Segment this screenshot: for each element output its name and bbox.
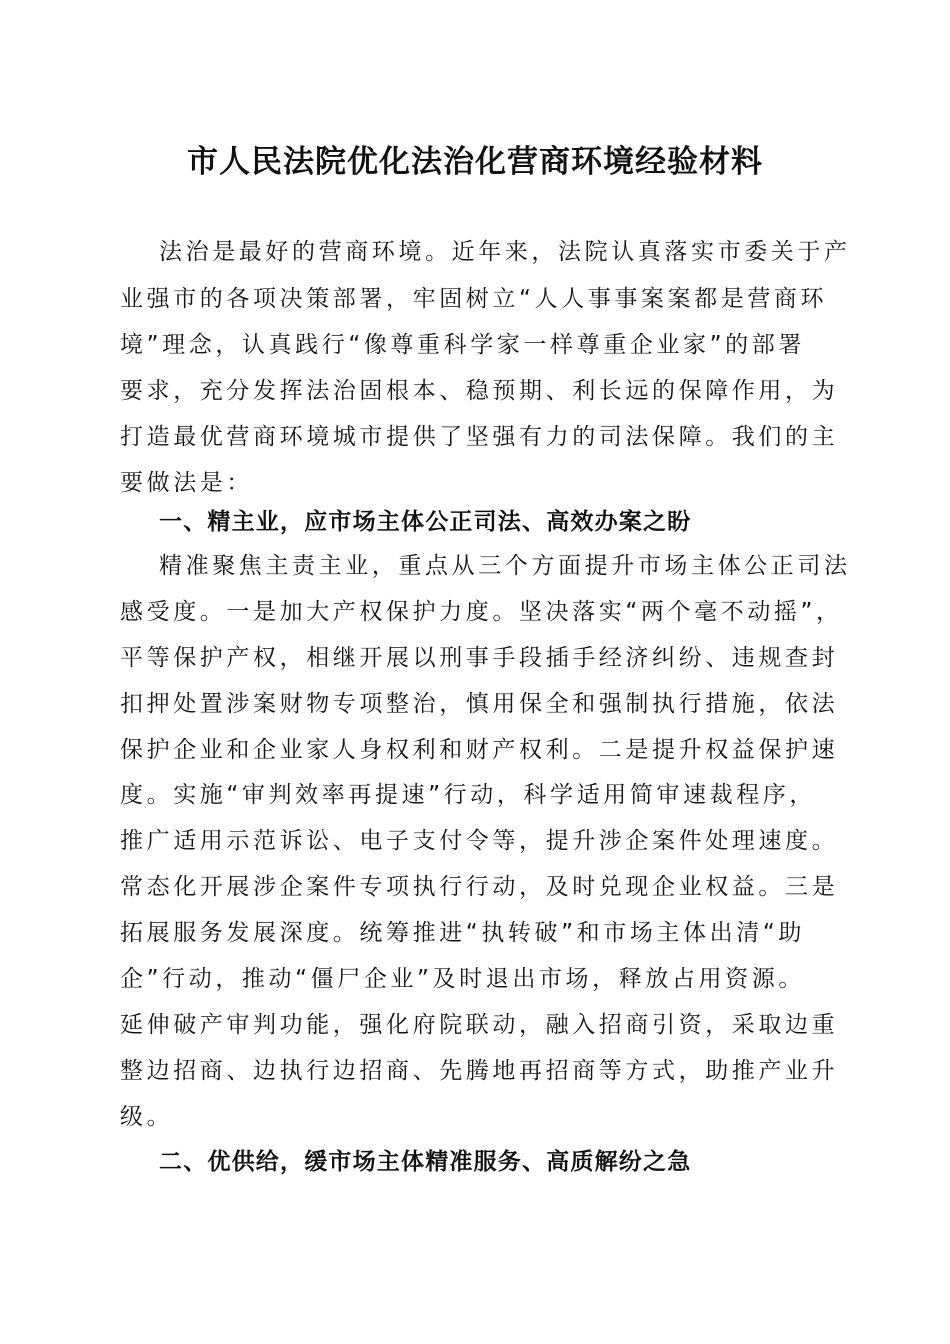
section-1-line-6: 度。实施“审判效率再提速”行动，科学适用简审速裁程序，: [120, 782, 817, 808]
section-1-line-8: 常态化开展涉企案件专项执行行动，及时兑现企业权益。三是: [120, 874, 839, 900]
section-1-line-5: 保护企业和企业家人身权利和财产权利。二是提升权益保护速: [120, 737, 839, 763]
intro-line-1: 法治是最好的营商环境。近年来，法院认真落实市委关于产: [159, 239, 851, 265]
section-2-heading: 二、优供给，缓市场主体精准服务、高质解纷之急: [159, 1149, 692, 1175]
intro-line-3: 境”理念，认真践行“像尊重科学家一样尊重企业家”的部署: [120, 332, 805, 358]
section-1-line-2: 感受度。一是加大产权保护力度。坚决落实“两个毫不动摇”，: [120, 599, 843, 625]
section-1-line-13: 级。: [120, 1104, 174, 1130]
section-1-line-9: 拓展服务发展深度。统筹推进“执转破”和市场主体出清“助: [120, 920, 805, 946]
document-title: 市人民法院优化法治化营商环境经验材料: [187, 144, 763, 180]
section-1-line-3: 平等保护产权，相继开展以刑事手段插手经济纠纷、违规查封: [120, 645, 839, 671]
section-1-line-7: 推广适用示范诉讼、电子支付令等，提升涉企案件处理速度。: [120, 828, 839, 854]
section-1-line-4: 扣押处置涉案财物专项整治，慎用保全和强制执行措施，依法: [120, 691, 839, 717]
section-1-line-1: 精准聚焦主责主业，重点从三个方面提升市场主体公正司法: [159, 553, 851, 579]
intro-line-6: 要做法是：: [120, 470, 253, 496]
section-1-line-10: 企”行动，推动“僵尸企业”及时退出市场，释放占用资源。: [120, 966, 805, 992]
intro-line-5: 打造最优营商环境城市提供了坚强有力的司法保障。我们的主: [120, 424, 839, 450]
section-1-line-11: 延伸破产审判功能，强化府院联动，融入招商引资，采取边重: [120, 1012, 839, 1038]
section-1-line-12: 整边招商、边执行边招商、先腾地再招商等方式，助推产业升: [120, 1058, 839, 1084]
intro-line-4: 要求，充分发挥法治固根本、稳预期、利长远的保障作用，为: [120, 378, 839, 404]
section-1-heading: 一、精主业，应市场主体公正司法、高效办案之盼: [159, 509, 692, 535]
intro-line-2: 业强市的各项决策部署，牢固树立“人人事事案案都是营商环: [120, 286, 828, 312]
